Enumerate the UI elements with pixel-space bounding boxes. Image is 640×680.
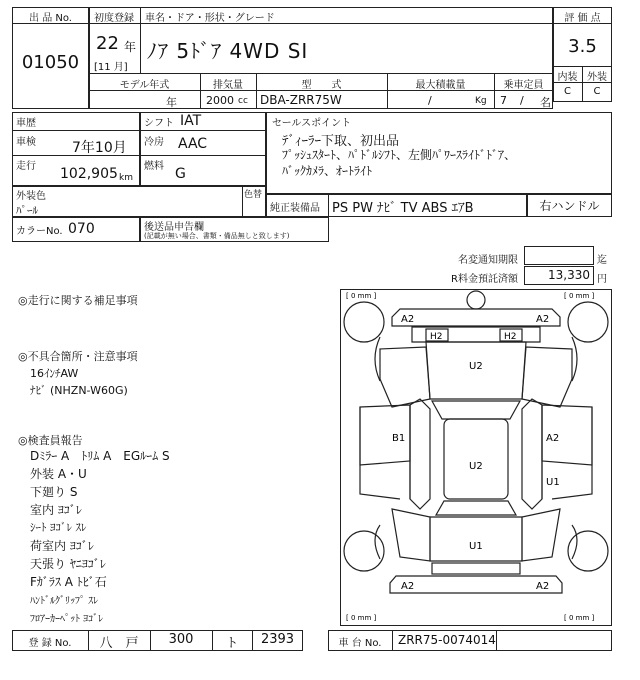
inspector-line-3: 下廻り S — [30, 485, 78, 499]
equipment-label: 純正装備品 — [270, 203, 320, 214]
equipment-value: PS PW ﾅﾋﾞ TV ABS ｴｱB — [332, 201, 474, 216]
car-diagram — [340, 289, 612, 626]
name-change-label: 名変通知期限 — [458, 255, 518, 266]
reg-area: 八 戸 — [99, 636, 139, 651]
rating-value: 3.5 — [568, 36, 597, 57]
inspector-line-2: 外装 A・U — [30, 467, 87, 481]
lot-label: 出 品 No. — [29, 13, 72, 24]
reg-class: 300 — [168, 632, 194, 647]
mark-rear-bumper-right: A2 — [536, 581, 550, 592]
exterior-color-value: ﾊﾟｰﾙ — [16, 204, 38, 217]
exterior-value: C — [593, 86, 601, 97]
max-load-label: 最大積載量 — [415, 80, 466, 91]
aftermarket-label: 後送品申告欄 — [144, 222, 204, 233]
inspector-line-1: Dﾐﾗｰ A ﾄﾘﾑ A EGﾙｰﾑ S — [30, 449, 170, 463]
tailgate-panel — [430, 517, 522, 561]
capacity-unit: 名 — [540, 96, 551, 109]
exterior-label: 外装 — [587, 72, 607, 83]
displacement-unit: cc — [238, 96, 248, 106]
front-bumper — [392, 309, 560, 326]
roof-panel — [444, 419, 508, 499]
recycle-label: R料金預託済額 — [451, 274, 518, 285]
sales-line-1: ﾃﾞｨｰﾗｰ下取、初出品 — [282, 134, 400, 149]
tire-depth-rear-left: [ 0 mm ] — [346, 614, 377, 622]
rear-window — [436, 501, 516, 515]
type-label: 型 式 — [301, 80, 342, 91]
capacity-label: 乗車定員 — [503, 80, 544, 91]
mark-left-doors: B1 — [392, 433, 406, 444]
mileage-unit: km — [119, 173, 133, 183]
mark-roof: U2 — [469, 461, 483, 472]
aftermarket-note: (記載が無い場合、書類・備品無しと致します) — [144, 232, 290, 240]
reg-kana: ト — [225, 636, 239, 651]
inspector-line-4: 室内 ﾖｺﾞﾚ — [30, 503, 82, 517]
type-value: DBA-ZRR75W — [260, 93, 342, 107]
tire-rear-right — [568, 531, 608, 571]
capacity-value: 7 — [500, 94, 507, 107]
tire-depth-rear-right: [ 0 mm ] — [564, 614, 595, 622]
model-label: 車名・ドア・形状・グレード — [145, 13, 275, 24]
recycle-unit: 円 — [597, 274, 607, 285]
driving-title: ◎走行に関する補足事項 — [18, 294, 138, 307]
tire-front-left — [344, 302, 384, 342]
defects-title: ◎不具合箇所・注意事項 — [18, 350, 138, 363]
spare-tire — [467, 291, 485, 309]
ac-label: 冷房 — [144, 137, 164, 148]
inspector-line-7: 天張り ﾔﾆﾖｺﾞﾚ — [30, 557, 106, 571]
mark-headlight-right: H2 — [504, 332, 517, 342]
mileage-label: 走行 — [16, 161, 36, 172]
tire-depth-front-left: [ 0 mm ] — [346, 292, 377, 300]
mark-tailgate: U1 — [469, 541, 483, 552]
mark-hood: U2 — [469, 361, 483, 372]
color-box — [12, 186, 266, 217]
inspection-value: 7年10月 — [72, 140, 127, 156]
inspector-line-10: ﾌﾛｱｰｶｰﾍﾟｯﾄ ﾖｺﾞﾚ — [30, 614, 104, 625]
defect-line-2: ﾅﾋﾞ (NHZN-W60G) — [30, 384, 128, 397]
fuel-label: 燃料 — [144, 161, 164, 172]
history-label: 車歴 — [16, 118, 36, 129]
shift-label: シフト — [144, 118, 174, 129]
exterior-color-label: 外装色 — [16, 191, 46, 202]
mark-front-bumper-left: A2 — [401, 314, 415, 325]
mark-right-rear: U1 — [546, 477, 560, 488]
windshield — [432, 401, 520, 419]
lot-number: 01050 — [21, 52, 80, 73]
name-change-box — [524, 246, 594, 265]
shift-value: IAT — [180, 113, 202, 129]
sales-title: セールスポイント — [272, 118, 352, 129]
displacement-value: 2000 — [206, 94, 234, 107]
reg-number: 2393 — [260, 632, 295, 647]
fuel-value: G — [175, 166, 186, 182]
max-load-slash: / — [428, 94, 432, 107]
chassis-value: ZRR75-0074014 — [398, 633, 496, 647]
chassis-label: 車 台 No. — [338, 638, 382, 649]
month-value: [11 月] — [94, 62, 128, 73]
inspection-label: 車検 — [16, 137, 36, 148]
car-name: ﾉｱ 5ﾄﾞｱ 4WD SI — [147, 39, 309, 63]
tire-front-right — [568, 302, 608, 342]
max-load-unit: Kg — [475, 96, 487, 106]
inspector-line-9: ﾊﾝﾄﾞﾙｸﾞﾘｯﾌﾟ ｽﾚ — [30, 596, 99, 607]
model-year-unit: 年 — [166, 96, 177, 109]
ac-value: AAC — [178, 136, 208, 152]
first-reg-label: 初度登録 — [94, 13, 134, 24]
inspector-title: ◎検査員報告 — [18, 434, 83, 447]
mark-rear-bumper-left: A2 — [401, 581, 415, 592]
steering-value: 右ハンドル — [539, 199, 600, 213]
mark-right-front-door: A2 — [546, 433, 560, 444]
inspector-line-5: ｼｰﾄ ﾖｺﾞﾚ ｽﾚ — [30, 521, 87, 534]
mileage-value: 102,905 — [60, 166, 118, 182]
year-value: 22 — [96, 33, 119, 54]
interior-value: C — [564, 86, 571, 97]
tire-rear-left — [344, 531, 384, 571]
defect-line-1: 16ｲﾝﾁAW — [30, 367, 79, 380]
color-change-label: 色替 — [244, 190, 263, 200]
inspector-line-8: Fｶﾞﾗｽ A ﾄﾋﾞ石 — [30, 575, 107, 589]
mark-front-bumper-right: A2 — [536, 314, 550, 325]
model-year-label: モデル年式 — [119, 80, 170, 91]
interior-label: 内装 — [557, 72, 578, 83]
color-no-value: 070 — [68, 221, 95, 237]
sales-line-2: ﾌﾟｯｼｭｽﾀｰﾄ、ﾊﾟﾄﾞﾙｼﾌﾄ、左側ﾊﾟﾜｰｽﾗｲﾄﾞﾄﾞｱ、 — [282, 148, 517, 162]
displacement-label: 排気量 — [213, 80, 243, 91]
recycle-value: 13,330 — [548, 268, 590, 282]
name-change-unit: 迄 — [597, 255, 607, 266]
inspector-line-6: 荷室内 ﾖｺﾞﾚ — [30, 539, 94, 553]
color-no-label: カラーNo. — [16, 226, 63, 237]
capacity-slash: / — [520, 94, 524, 107]
year-unit: 年 — [124, 40, 137, 54]
reg-label: 登 録 No. — [28, 638, 72, 649]
tire-depth-front-right: [ 0 mm ] — [564, 292, 595, 300]
mark-headlight-left: H2 — [430, 332, 443, 342]
rating-label: 評 価 点 — [564, 13, 601, 24]
sales-line-3: ﾊﾞｯｸｶﾒﾗ、ｵｰﾄﾗｲﾄ — [282, 164, 373, 178]
